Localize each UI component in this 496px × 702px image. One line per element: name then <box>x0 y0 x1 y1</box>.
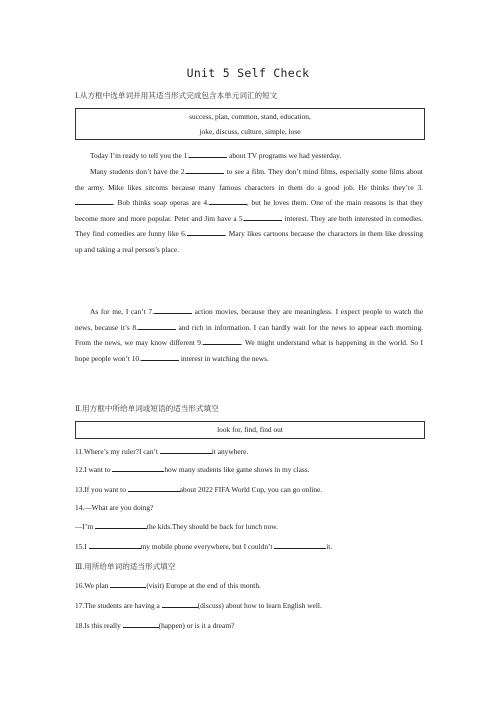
blank-7[interactable] <box>154 306 192 314</box>
question-11-text: it anywhere. <box>211 447 249 456</box>
blank-15b[interactable] <box>274 541 326 549</box>
blank-1[interactable] <box>189 150 227 158</box>
question-16 <box>75 580 261 590</box>
question-14-prompt: 14.—What are you doing? <box>75 503 154 512</box>
blank-3[interactable] <box>75 197 113 205</box>
paragraph-1-text: Today I’m ready to tell you the 1. <box>90 151 190 160</box>
question-12-text: 12.I want to <box>75 465 113 474</box>
paragraph-2-text: , but he loves them. One of the main reasons is that they become more and more popular. Peter and Jim have a 5. <box>75 198 423 223</box>
question-18-text: (happen) or is it a dream? <box>158 621 235 630</box>
paragraph-3-text: . We might understand what is happening in the world. So I hope people won’t 10. <box>75 338 423 363</box>
question-16-text: (visit) Europe at the end of this month. <box>146 581 261 590</box>
paragraph-3-text: action movies, because they are meaningless. I expect people to watch the news, because it’s 8. <box>75 307 423 332</box>
paragraph-2 <box>75 164 423 258</box>
blank-11[interactable] <box>160 446 212 454</box>
paragraph-2-text: . Bob thinks soap operas are 4. <box>113 198 209 208</box>
blank-8[interactable] <box>138 322 176 330</box>
question-15-text: it. <box>326 542 333 551</box>
question-13 <box>75 484 322 494</box>
blank-13[interactable] <box>128 484 180 492</box>
paragraph-1 <box>75 148 423 164</box>
question-12 <box>75 464 310 474</box>
question-14-text: the kids.They should be back for lunch now. <box>146 522 279 531</box>
paragraph-2-text: Many students don’t have the 2. <box>90 167 187 176</box>
question-12-text: how many students like game shows in my class. <box>164 465 310 474</box>
word-box-2 <box>75 421 425 439</box>
question-14-text: —I’m <box>75 522 95 531</box>
word-box-2-line: look for, find, find out <box>217 425 283 434</box>
section-2-heading: Ⅱ.用方框中所给单词或短语的适当形式填空 <box>75 404 219 413</box>
question-17-text: 17.The students are having a <box>75 601 162 610</box>
question-15 <box>75 541 332 551</box>
blank-12[interactable] <box>112 464 164 472</box>
paragraph-2-text: interest. They are both interested in comedies. They find comedies are funny like 6. <box>75 213 423 239</box>
paragraph-3-text: and rich in information. I can hardly wait for the news to appear each morning. From the news, we may know different 9. <box>75 322 423 348</box>
paragraph-1-text: about TV programs we had yesterday. <box>227 151 342 160</box>
question-14-answer <box>75 521 278 531</box>
section-1-heading: Ⅰ.从方框中选单词并用其适当形式完成包含本单元词汇的短文 <box>75 91 278 100</box>
blank-18[interactable] <box>123 620 159 628</box>
blank-4[interactable] <box>209 197 247 205</box>
paragraph-3-text: As for me, I can’t 7. <box>90 307 154 316</box>
question-18 <box>75 620 234 630</box>
word-box-1-line-1: success, plan, common, stand, education, <box>189 112 311 121</box>
blank-17[interactable] <box>162 600 198 608</box>
blank-5[interactable] <box>244 213 282 221</box>
paragraph-2-text: to see a film. They don’t mind films, especially some films about the army. Mike likes sitcoms because many famous characters in them do a good job. He thinks they’re 3. <box>75 167 423 192</box>
blank-16[interactable] <box>110 580 146 588</box>
question-13-text: about 2022 FIFA World Cup, you can go online. <box>179 485 323 494</box>
blank-14[interactable] <box>95 521 147 529</box>
question-17-text: (discuss) about how to learn English well. <box>197 601 322 610</box>
page-title: Unit 5 Self Check <box>186 66 310 80</box>
question-15-text: my mobile phone everywhere, but I couldn’t <box>140 542 275 551</box>
blank-15a[interactable] <box>89 541 141 549</box>
blank-9[interactable] <box>203 337 241 345</box>
question-13-text: 13.If you want to <box>75 485 128 494</box>
question-15-text: 15.I <box>75 542 89 551</box>
question-16-text: 16.We plan <box>75 581 111 590</box>
blank-6[interactable] <box>187 228 225 236</box>
blank-10[interactable] <box>141 353 179 361</box>
word-box-1-line-2: joke, discuss, culture, simple, lose <box>199 127 301 136</box>
question-17 <box>75 600 322 610</box>
blank-2[interactable] <box>186 166 224 174</box>
paragraph-2-text: . Mary likes cartoons because the characters in them like dressing up and taking a real person’s place. <box>75 229 424 254</box>
paragraph-3-text: interest in watching the news. <box>178 353 269 363</box>
question-18-text: 18.Is this really <box>75 621 123 630</box>
question-11 <box>75 446 248 456</box>
question-11-text: 11.Where’s my ruler?I can’t <box>75 447 160 456</box>
section-3-heading: Ⅲ.用所给单词的适当形式填空 <box>75 562 176 571</box>
paragraph-3 <box>75 304 423 366</box>
word-box-1 <box>75 108 425 140</box>
